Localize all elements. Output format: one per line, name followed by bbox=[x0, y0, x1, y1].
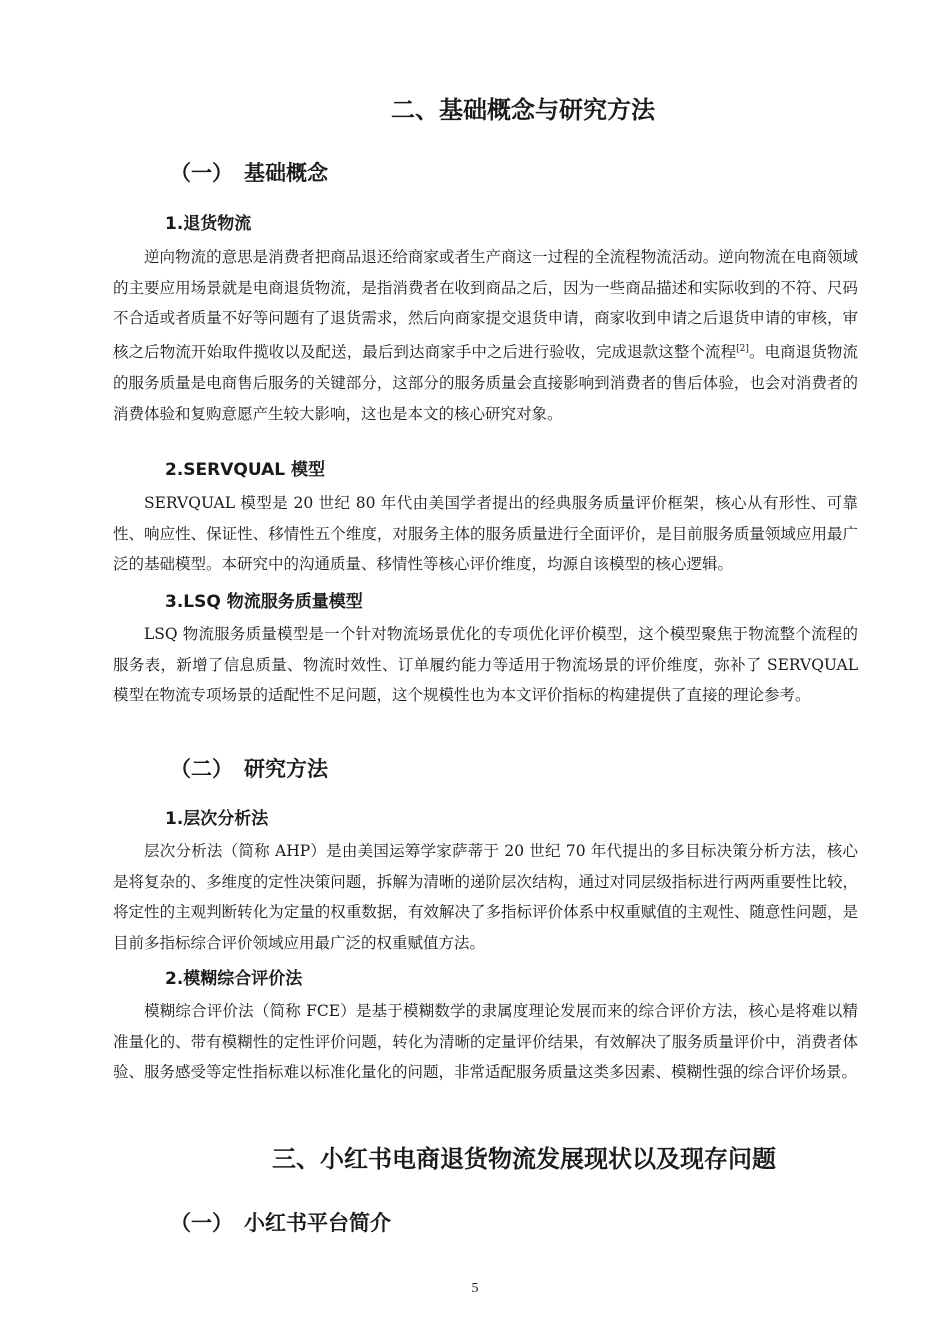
subsection-title: 小红书平台简介 bbox=[244, 1211, 391, 1235]
paragraph: 层次分析法（简称 AHP）是由美国运筹学家萨蒂于 20 世纪 70 年代提出的多目标决策分析方法，核心是将复杂的、多维度的定性决策问题，拆解为清晰的递阶层次结构，通过对同层级指标进行两两重要性比较，将定性的主观判断转化为定量的权重数据，有效解决了多指标评价体系中权重赋值的主观性、随意性问题，是目前多指标综合评价领域应用最广泛的权重赋值方法。 bbox=[113, 842, 858, 953]
paragraph: SERVQUAL 模型是 20 世纪 80 年代由美国学者提出的经典服务质量评价框架，核心从有形性、可靠性、响应性、保证性、移情性五个维度，对服务主体的服务质量进行全面评价，是目前服务质量领域应用最广泛的基础模型。本研究中的沟通质量、移情性等核心评价维度，均源自该模型的核心逻辑。 bbox=[113, 494, 858, 574]
subsection-number: （二） bbox=[170, 757, 233, 781]
subsection-number: （一） bbox=[170, 161, 233, 185]
paragraph: 模糊综合评价法（简称 FCE）是基于模糊数学的隶属度理论发展而来的综合评价方法，核心是将难以精准量化的、带有模糊性的定性评价问题，转化为清晰的定量评价结果，有效解决了服务质量评价中，消费者体验、服务感受等定性指标难以标准化量化的问题，非常适配服务质量这类多因素、模糊性强的综合评价场景。 bbox=[113, 1002, 858, 1082]
subsection-title: 基础概念 bbox=[244, 161, 328, 185]
paragraph: LSQ 物流服务质量模型是一个针对物流场景优化的专项优化评价模型，这个模型聚焦于物流整个流程的服务表，新增了信息质量、物流时效性、订单履约能力等适用于物流场景的评价维度，弥补了 SERVQUAL 模型在物流专项场景的适配性不足问题，这个规模性也为本文评价指标的构建提供了直接的理论参考。 bbox=[113, 625, 858, 705]
subsection-heading bbox=[170, 753, 328, 783]
subsection-heading bbox=[170, 157, 328, 187]
subsection-title: 研究方法 bbox=[244, 757, 328, 781]
item-heading: 3.LSQ 物流服务质量模型 bbox=[165, 592, 363, 612]
citation: [2] bbox=[736, 344, 749, 355]
item-heading: 1.层次分析法 bbox=[165, 809, 269, 829]
item-heading: 1.退货物流 bbox=[165, 214, 252, 234]
subsection-number: （一） bbox=[170, 1211, 233, 1235]
paragraph: 逆向物流的意思是消费者把商品退还给商家或者生产商这一过程的全流程物流活动。逆向物流在电商领域的主要应用场景就是电商退货物流，是指消费者在收到商品之后，因为一些商品描述和实际收到的不符、尺码不合适或者质量不好等问题有了退货需求，然后向商家提交退货申请，商家收到申请之后退货申请的审核，审核之后物流开始取件揽收以及配送，最后到达商家手中之后进行验收，完成退款这整个流程[2]。电商退货物流的服务质量是电商售后服务的关键部分，这部分的服务质量会直接影响到消费者的售后体验，也会对消费者的消费体验和复购意愿产生较大影响，这也是本文的核心研究对象。 bbox=[113, 248, 858, 423]
item-heading: 2.SERVQUAL 模型 bbox=[165, 460, 326, 480]
section-title: 三、小红书电商退货物流发展现状以及现存问题 bbox=[272, 1145, 776, 1173]
item-heading: 2.模糊综合评价法 bbox=[165, 969, 303, 989]
section-title: 二、基础概念与研究方法 bbox=[391, 96, 655, 124]
subsection-heading bbox=[170, 1207, 391, 1237]
page-number: 5 bbox=[471, 1281, 479, 1296]
